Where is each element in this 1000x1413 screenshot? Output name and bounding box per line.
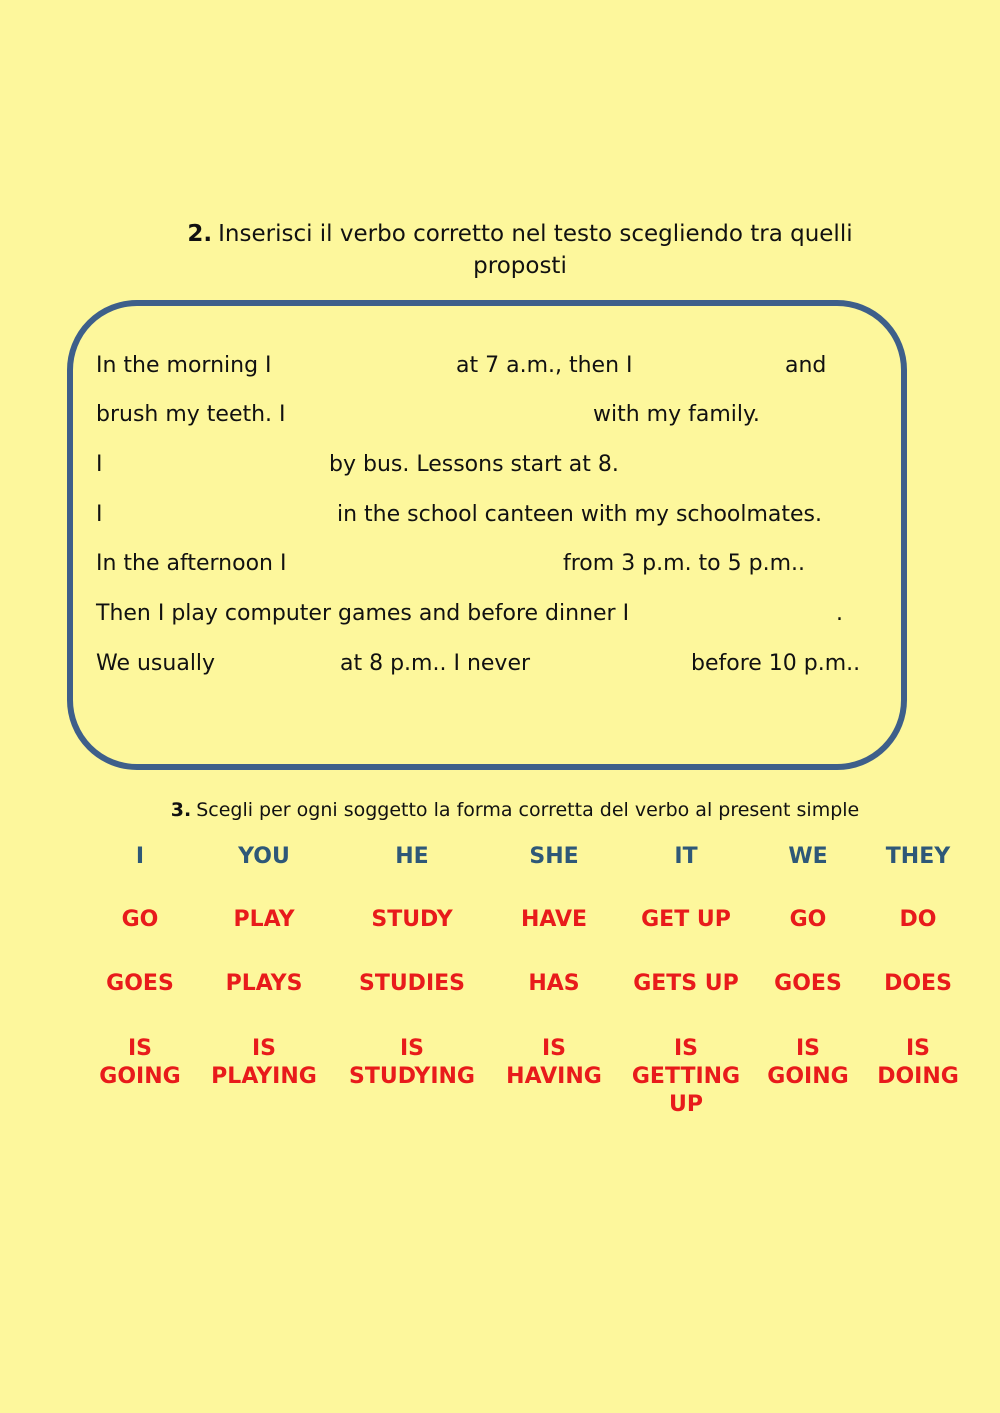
verb-option[interactable]: GETS UP xyxy=(633,971,739,996)
text-segment: We usually xyxy=(96,651,216,676)
verb-option[interactable]: DO xyxy=(899,907,937,932)
subject-label: YOU xyxy=(238,844,290,869)
verb-option[interactable]: GET UP xyxy=(641,907,731,932)
text-segment: In the morning I xyxy=(96,353,272,378)
exercise-instruction: Scegli per ogni soggetto la forma corretta del verbo al present simple xyxy=(196,799,860,821)
text-segment: I xyxy=(96,502,103,527)
text-segment: and xyxy=(785,353,827,378)
text-segment: brush my teeth. I xyxy=(96,402,286,427)
subject-label: SHE xyxy=(529,844,579,869)
subject-label: IT xyxy=(674,844,698,869)
verb-option[interactable]: GO xyxy=(789,907,827,932)
verb-option[interactable]: IS DOING xyxy=(877,1036,959,1089)
verb-option[interactable]: IS GOING xyxy=(767,1036,849,1089)
text-segment: at 8 p.m.. I never xyxy=(340,651,531,676)
verb-option[interactable]: PLAYS xyxy=(225,971,303,996)
text-segment: from 3 p.m. to 5 p.m.. xyxy=(563,551,805,576)
text-segment: with my family. xyxy=(593,402,760,427)
text-segment: by bus. Lessons start at 8. xyxy=(329,452,619,477)
verb-option[interactable]: STUDY xyxy=(371,907,453,932)
verb-option[interactable]: GOES xyxy=(774,971,842,996)
subject-label: I xyxy=(135,844,145,869)
exercise-number: 3. xyxy=(170,799,192,821)
verb-option[interactable]: IS STUDYING xyxy=(349,1036,475,1089)
subject-label: WE xyxy=(788,844,828,869)
exercise-2-title xyxy=(160,218,880,282)
verb-option[interactable]: HAS xyxy=(528,971,580,996)
verb-option[interactable]: GOES xyxy=(106,971,174,996)
verb-option[interactable]: IS GOING xyxy=(99,1036,181,1089)
verb-option[interactable]: IS PLAYING xyxy=(211,1036,317,1089)
verb-option[interactable]: DOES xyxy=(884,971,952,996)
text-segment: before 10 p.m.. xyxy=(691,651,861,676)
exercise-3-title xyxy=(100,796,930,824)
text-segment: at 7 a.m., then I xyxy=(456,353,633,378)
verb-option[interactable]: PLAY xyxy=(233,907,295,932)
subject-label: THEY xyxy=(885,844,951,869)
text-segment: . xyxy=(836,601,843,626)
verb-option[interactable]: IS HAVING xyxy=(506,1036,602,1089)
exercise-number: 2. xyxy=(187,221,213,247)
verb-option[interactable]: GO xyxy=(121,907,159,932)
text-segment: In the afternoon I xyxy=(96,551,287,576)
verb-option[interactable]: IS GETTING UP xyxy=(631,1036,741,1117)
verb-option[interactable]: HAVE xyxy=(521,907,587,932)
text-segment: I xyxy=(96,452,103,477)
text-segment: Then I play computer games and before dinner I xyxy=(96,601,630,626)
subject-label: HE xyxy=(395,844,429,869)
text-segment: in the school canteen with my schoolmates. xyxy=(337,502,822,527)
verb-option[interactable]: STUDIES xyxy=(358,971,466,996)
exercise-instruction: Inserisci il verbo corretto nel testo scegliendo tra quelli proposti xyxy=(218,221,853,279)
